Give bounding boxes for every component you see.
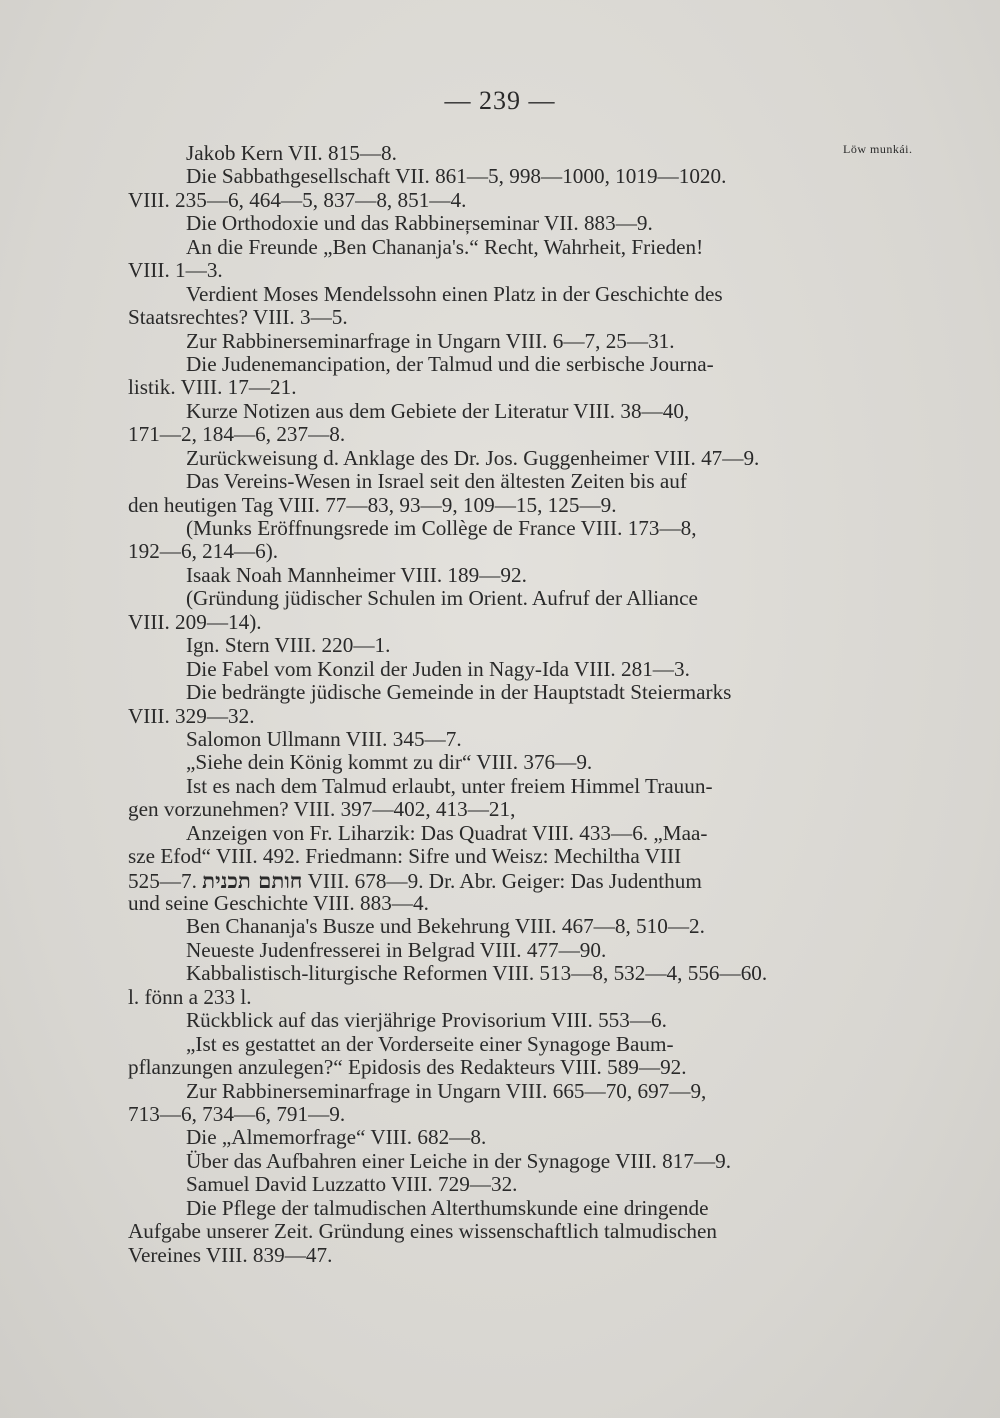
- line-text: (Munks Eröffnungsrede im Collège de France VIII. 173—8,: [186, 516, 697, 540]
- text-line: [128, 705, 840, 728]
- line-text: sze Efod“ VIII. 492. Friedmann: Sifre und Weisz: Mechiltha VIII: [128, 844, 682, 869]
- text-line: [128, 189, 840, 212]
- line-text: Zur Rabbinerseminarfrage in Ungarn VIII. 6—7, 25—31.: [186, 328, 675, 353]
- line-text: Jakob Kern VII. 815—8.: [186, 141, 397, 165]
- text-line: [128, 962, 840, 985]
- text-line: [128, 1150, 840, 1173]
- line-text: Die Orthodoxie und das Rabbineŗseminar VII. 883—9.: [186, 211, 653, 236]
- line-text: l. fönn a 233 l.: [128, 984, 252, 1009]
- line-text: Isaak Noah Mannheimer VIII. 189—92.: [186, 562, 527, 587]
- text-line: [128, 1033, 840, 1056]
- text-line: [128, 1173, 840, 1196]
- text-line: [128, 751, 840, 774]
- line-text-rest: VIII. 678—9. Dr. Abr. Geiger: Das Judenthum: [302, 868, 702, 893]
- text-line: [128, 142, 840, 165]
- line-text: Ist es nach dem Talmud erlaubt, unter freiem Himmel Trauun-: [186, 773, 713, 798]
- line-text: 192—6, 214—6).: [128, 539, 279, 564]
- line-text: Die Fabel vom Konzil der Juden in Nagy-Ida VIII. 281—3.: [186, 656, 690, 681]
- line-text: gen vorzunehmen? VIII. 397—402, 413—21,: [128, 797, 516, 822]
- line-text: Zur Rabbinerseminarfrage in Ungarn VIII. 665—70, 697—9,: [186, 1078, 707, 1103]
- line-text: Vereines VIII. 839—47.: [128, 1242, 333, 1267]
- line-text: Staatsrechtes? VIII. 3—5.: [128, 305, 348, 330]
- line-text: Kabbalistisch-liturgische Reformen VIII. 513—8, 532—4, 556—60.: [186, 961, 768, 986]
- text-line: [128, 1103, 840, 1126]
- line-text: Ben Chananja's Busze und Bekehrung VIII. 467—8, 510—2.: [186, 914, 705, 939]
- line-text: Verdient Moses Mendelssohn einen Platz in der Geschichte des: [186, 281, 723, 306]
- text-line: [128, 376, 840, 399]
- line-text: und seine Geschichte VIII. 883—4.: [128, 891, 429, 915]
- text-line: [128, 1126, 840, 1149]
- line-text: VIII. 235—6, 464—5, 837—8, 851—4.: [128, 187, 467, 212]
- line-text: Die Pflege der talmudischen Alterthumskunde eine dringende: [186, 1195, 709, 1220]
- text-line: [128, 798, 840, 821]
- line-text: Das Vereins-Wesen in Israel seit den ältesten Zeiten bis auf: [186, 469, 687, 494]
- hebrew-title: חותם תכנית: [202, 867, 303, 893]
- text-line: [128, 494, 840, 517]
- text-line: [128, 634, 840, 657]
- line-text: Die Sabbathgesellschaft VII. 861—5, 998—1000, 1019—1020.: [186, 164, 727, 189]
- line-text: Die „Almemorfrage“ VIII. 682—8.: [186, 1125, 487, 1150]
- text-line: [128, 1244, 840, 1267]
- text-line: [128, 306, 840, 329]
- line-text: „Ist es gestattet an der Vorderseite einer Synagoge Baum-: [186, 1031, 674, 1056]
- text-line: [128, 1009, 840, 1032]
- line-text: listik. VIII. 17—21.: [128, 375, 297, 400]
- text-line: [128, 681, 840, 704]
- line-text: Über das Aufbahren einer Leiche in der Synagoge VIII. 817—9.: [186, 1148, 732, 1173]
- line-text: Salomon Ullmann VIII. 345—7.: [186, 726, 462, 751]
- text-line: [128, 775, 840, 798]
- line-text: An die Freunde „Ben Chananja's.“ Recht, Wahrheit, Frieden!: [186, 234, 704, 259]
- text-line: [128, 540, 840, 563]
- text-line: [128, 658, 840, 681]
- line-text: Aufgabe unserer Zeit. Gründung eines wissenschaftlich talmudischen: [128, 1219, 717, 1244]
- text-line: [128, 165, 840, 188]
- line-text: Kurze Notizen aus dem Gebiete der Literatur VIII. 38—40,: [186, 398, 690, 423]
- text-line: [128, 939, 840, 962]
- text-line: [128, 564, 840, 587]
- line-text: pflanzungen anzulegen?“ Epidosis des Redakteurs VIII. 589—92.: [128, 1055, 687, 1080]
- text-line: [128, 330, 840, 353]
- text-line: [128, 423, 840, 446]
- text-line: [128, 283, 840, 306]
- page-number: — 239 —: [444, 86, 556, 115]
- text-line: [128, 212, 840, 235]
- text-line: [128, 1080, 840, 1103]
- text-body: [128, 142, 840, 1267]
- text-line: [128, 822, 840, 845]
- line-text: 525—7.: [128, 868, 197, 893]
- text-line: [128, 353, 840, 376]
- line-text: VIII. 329—32.: [128, 703, 255, 728]
- text-line: [128, 892, 840, 915]
- text-line: [128, 728, 840, 751]
- text-line: [128, 236, 840, 259]
- text-line: [128, 1220, 840, 1243]
- line-text: Ign. Stern VIII. 220—1.: [186, 633, 391, 658]
- line-text: Anzeigen von Fr. Liharzik: Das Quadrat VIII. 433—6. „Maa-: [186, 820, 708, 845]
- text-line: [128, 400, 840, 423]
- text-line: [128, 986, 840, 1009]
- line-text: (Gründung jüdischer Schulen im Orient. Aufruf der Alliance: [186, 586, 698, 611]
- line-text: VIII. 209—14).: [128, 609, 262, 634]
- line-text: 171—2, 184—6, 237—8.: [128, 422, 346, 447]
- text-line: [128, 470, 840, 493]
- line-text: Die bedrängte jüdische Gemeinde in der Hauptstadt Steiermarks: [186, 680, 732, 705]
- text-line: [128, 447, 840, 470]
- text-line: [128, 869, 840, 892]
- line-text: Rückblick auf das vierjährige Provisorium VIII. 553—6.: [186, 1008, 667, 1033]
- line-text: VIII. 1—3.: [128, 258, 223, 283]
- text-line: [128, 1056, 840, 1079]
- text-line: [128, 259, 840, 282]
- line-text: den heutigen Tag VIII. 77—83, 93—9, 109—15, 125—9.: [128, 492, 617, 517]
- line-text: Samuel David Luzzatto VIII. 729—32.: [186, 1172, 518, 1197]
- line-text: „Siehe dein König kommt zu dir“ VIII. 376—9.: [186, 750, 593, 775]
- text-line: [128, 1197, 840, 1220]
- line-text: Zurückweisung d. Anklage des Dr. Jos. Guggenheimer VIII. 47—9.: [186, 445, 760, 470]
- text-line: [128, 587, 840, 610]
- text-line: [128, 915, 840, 938]
- line-text: Die Judenemancipation, der Talmud und die serbische Journa-: [186, 351, 714, 376]
- text-line: [128, 517, 840, 540]
- margin-note: Löw munkái.: [843, 142, 913, 156]
- text-line: [128, 611, 840, 634]
- text-line: [128, 845, 840, 868]
- line-text: Neueste Judenfresserei in Belgrad VIII. 477—90.: [186, 937, 607, 962]
- line-text: 713—6, 734—6, 791—9.: [128, 1101, 346, 1126]
